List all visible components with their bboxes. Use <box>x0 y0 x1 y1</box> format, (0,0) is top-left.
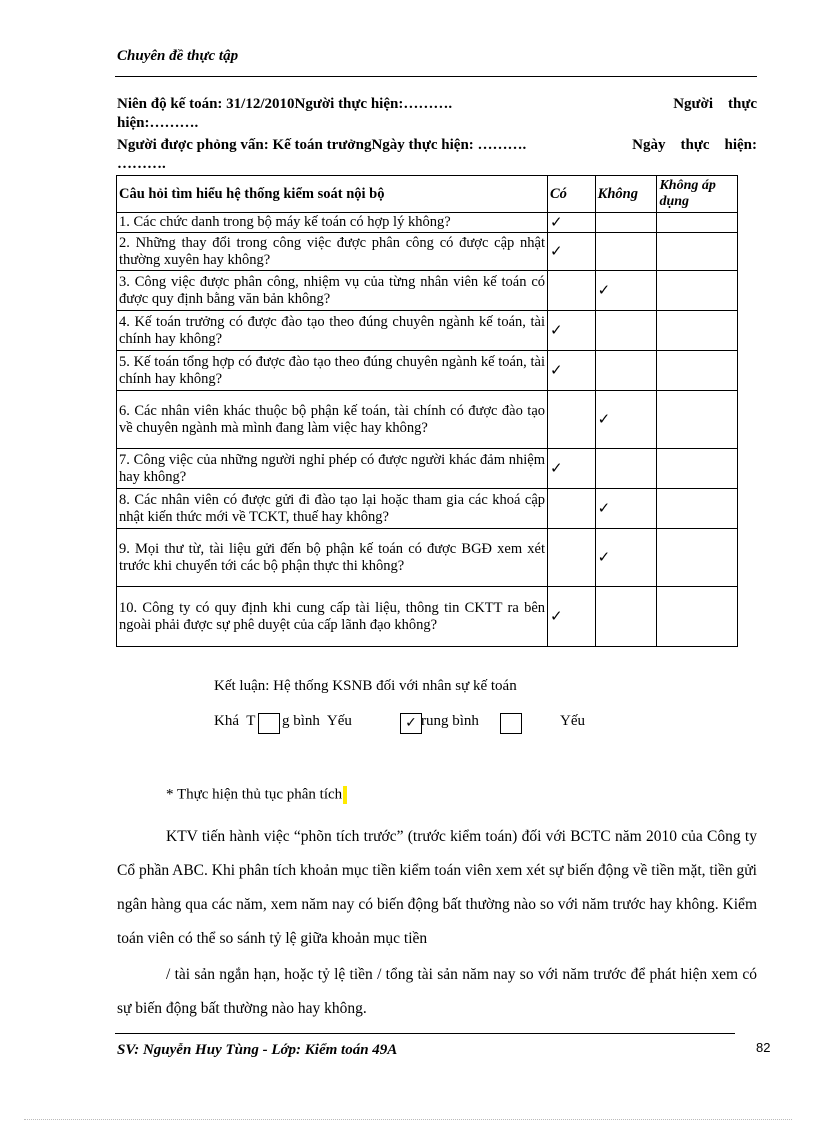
table-row <box>117 351 738 391</box>
yes-check: ✓ <box>548 449 596 489</box>
na-check <box>657 449 738 489</box>
na-check <box>657 271 738 311</box>
no-check <box>595 351 657 391</box>
yes-check: ✓ <box>548 233 596 271</box>
analysis-paragraph-2: / tài sản ngắn hạn, hoặc tỷ lệ tiền / tổng tài sản năm nay so với năm trước để phát hiện xem có sự biến động bất thường nào hay không. <box>117 966 757 1017</box>
conclusion-text: Kết luận: Hệ thống KSNB đối với nhân sự kế toán <box>214 678 517 694</box>
text-cursor-highlight <box>343 786 347 804</box>
yes-check: ✓ <box>548 213 596 233</box>
yes-check <box>548 529 596 587</box>
question-cell: 3. Công việc được phân công, nhiệm vụ của từng nhân viên kế toán có được quy định bằng văn bản không? <box>117 271 548 311</box>
question-cell: 1. Các chức danh trong bộ máy kế toán có hợp lý không? <box>117 213 548 233</box>
no-check: ✓ <box>595 391 657 449</box>
table-row <box>117 489 738 529</box>
footer-rule <box>115 1033 735 1034</box>
na-check <box>657 233 738 271</box>
na-check <box>657 213 738 233</box>
header-rule <box>115 76 757 77</box>
table-row <box>117 271 738 311</box>
header-not-applicable: Không áp dụng <box>657 176 738 213</box>
yes-check: ✓ <box>548 351 596 391</box>
question-cell: 9. Mọi thư từ, tài liệu gửi đến bộ phận kế toán có được BGĐ xem xét trước khi chuyển tới các bộ phận thực thi không? <box>117 529 548 587</box>
analysis-step-heading <box>166 786 347 804</box>
analysis-paragraph-1: KTV tiến hành việc “phõn tích trước” (trước kiểm toán) đối với BCTC năm 2010 của Công ty Cổ phần ABC. Khi phân tích khoản mục tiền kiểm toán viên xem xét sự biến động về tiền mặt, tiền gửi ngân hàng qua các năm, xem năm nay có biến động bất thường nào so với năm trước hay không. Kiểm toán viên có thể so sánh tỷ lệ giữa khoản mục tiền <box>117 828 757 947</box>
table-row <box>117 449 738 489</box>
rating-tb-fragment: g bình Yếu <box>282 713 352 729</box>
page-number: 82 <box>756 1040 771 1055</box>
na-check <box>657 311 738 351</box>
table-row <box>117 233 738 271</box>
rating-row <box>214 713 634 735</box>
question-cell: 8. Các nhân viên có được gửi đi đào tạo lại hoặc tham gia các khoá cập nhật kiến thức mới về TCKT, thuế hay không? <box>117 489 548 529</box>
no-check <box>595 233 657 271</box>
table-header-row <box>117 176 738 213</box>
interviewee-date: Người được phỏng vấn: Kế toán trưởngNgày thực hiện: ………. <box>117 137 527 153</box>
checkbox-yeu[interactable] <box>500 713 522 734</box>
question-cell: 4. Kế toán trưởng có được đào tạo theo đúng chuyên ngành kế toán, tài chính hay không? <box>117 311 548 351</box>
internal-control-questionnaire <box>116 175 738 647</box>
na-check <box>657 529 738 587</box>
no-check: ✓ <box>595 271 657 311</box>
question-cell: 7. Công việc của những người nghỉ phép có được người khác đảm nhiệm hay không? <box>117 449 548 489</box>
rating-trung-binh-label: rung bình <box>421 713 479 729</box>
na-check <box>657 351 738 391</box>
question-cell: 6. Các nhân viên khác thuộc bộ phận kế toán, tài chính có được đào tạo về chuyên ngành mà mình đang làm việc hay không? <box>117 391 548 449</box>
header-yes: Có <box>548 176 596 213</box>
no-check: ✓ <box>595 529 657 587</box>
question-cell: 2. Những thay đổi trong công việc được phân công có được cập nhật thường xuyên hay không? <box>117 233 548 271</box>
header-question: Câu hỏi tìm hiểu hệ thống kiểm soát nội bộ <box>117 176 548 213</box>
checkbox-trung-binh[interactable]: ✓ <box>400 713 422 734</box>
yes-check: ✓ <box>548 587 596 647</box>
checkbox-kha[interactable] <box>258 713 280 734</box>
yes-check <box>548 489 596 529</box>
footer-student-info: SV: Nguyễn Huy Tùng - Lớp: Kiểm toán 49A <box>117 1042 398 1058</box>
performer-continued: hiện:………. <box>117 115 199 131</box>
no-check <box>595 587 657 647</box>
page-bottom-divider <box>24 1119 792 1120</box>
running-header-title: Chuyên đề thực tập <box>117 48 239 64</box>
no-check <box>595 449 657 489</box>
yes-check: ✓ <box>548 311 596 351</box>
header-no: Không <box>595 176 657 213</box>
no-check: ✓ <box>595 489 657 529</box>
analysis-step-text: * Thực hiện thủ tục phân tích <box>166 786 343 803</box>
info-block-1 <box>117 95 757 133</box>
question-cell: 5. Kế toán tổng hợp có được đào tạo theo đúng chuyên ngành kế toán, tài chính hay không? <box>117 351 548 391</box>
question-cell: 10. Công ty có quy định khi cung cấp tài liệu, thông tin CKTT ra bên ngoài phải được sự phê duyệt của cấp lãnh đạo không? <box>117 587 548 647</box>
no-check <box>595 311 657 351</box>
yes-check <box>548 271 596 311</box>
yes-check <box>548 391 596 449</box>
date-continued: ………. <box>117 156 166 172</box>
table-row <box>117 529 738 587</box>
table-row <box>117 587 738 647</box>
date-label: Ngày thực hiện: <box>632 137 757 153</box>
info-block-2 <box>117 136 757 174</box>
table-row <box>117 213 738 233</box>
rating-kha-label: Khá T <box>214 713 256 729</box>
na-check <box>657 587 738 647</box>
fiscal-year-performer: Niên độ kế toán: 31/12/2010Người thực hiện:………. <box>117 96 453 112</box>
rating-yeu-label: Yếu <box>560 713 585 729</box>
performer-label: Người thực <box>673 96 757 112</box>
no-check <box>595 213 657 233</box>
table-row <box>117 311 738 351</box>
table-row <box>117 391 738 449</box>
na-check <box>657 391 738 449</box>
na-check <box>657 489 738 529</box>
